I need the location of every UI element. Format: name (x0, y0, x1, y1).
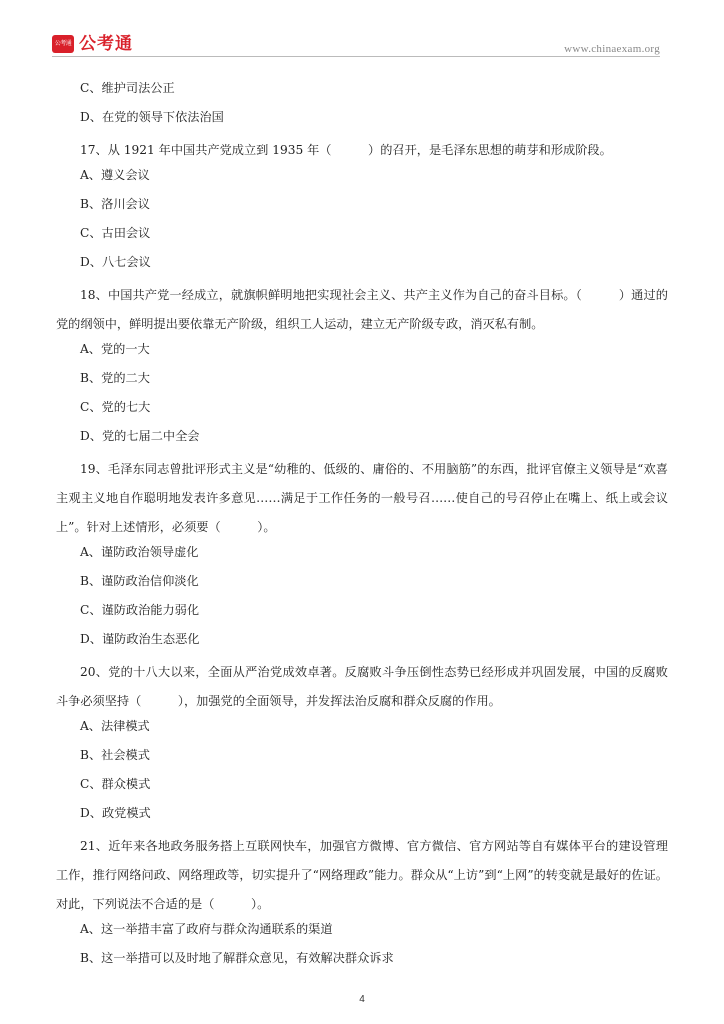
option-c-q19: C、谨防政治能力弱化 (80, 603, 200, 617)
option-a-q17: A、遵义会议 (80, 168, 150, 182)
option-b-q18: B、党的二大 (80, 371, 150, 385)
question-20: 20、党的十八大以来，全面从严治党成效卓著。反腐败斗争压倒性态势已经形成并巩固发展，中国的反腐败斗争必须坚持（ ），加强党的全面领导，并发挥法治反腐和群众反腐的作用。 (56, 665, 668, 708)
option-b-q19: B、谨防政治信仰淡化 (80, 574, 199, 588)
option-c-q16: C、维护司法公正 (80, 81, 175, 95)
option-c-q20: C、群众模式 (80, 777, 151, 791)
question-17: 17、从 1921 年中国共产党成立到 1935 年（ ）的召开，是毛泽东思想的萌芽和形成阶段。 (80, 143, 612, 157)
option-a-q18: A、党的一大 (80, 342, 150, 356)
option-b-q17: B、洛川会议 (80, 197, 150, 211)
document-body (56, 78, 668, 977)
logo-text: 公考通 (79, 34, 133, 54)
option-c-q18: C、党的七大 (80, 400, 151, 414)
option-d-q17: D、八七会议 (80, 255, 151, 269)
question-19: 19、毛泽东同志曾批评形式主义是“幼稚的、低级的、庸俗的、不用脑筋”的东西，批评官僚主义领导是“欢喜主观主义地自作聪明地发表许多意见……满足于工作任务的一般号召……使自己的号召停止在嘴上、纸上或会议上”。针对上述情形，必须要（ ）。 (56, 462, 668, 534)
question-21: 21、近年来各地政务服务搭上互联网快车，加强官方微博、官方微信、官方网站等自有媒体平台的建设管理工作，推行网络问政、网络理政等，切实提升了“网络理政”能力。群众从“上访”到“上网”的转变就是最好的佐证。对此，下列说法不合适的是（ ）。 (56, 839, 668, 911)
option-a-q20: A、法律模式 (80, 719, 150, 733)
option-d-q16: D、在党的领导下依法治国 (80, 110, 224, 124)
site-url: www.chinaexam.org (564, 43, 660, 55)
option-b-q20: B、社会模式 (80, 748, 150, 762)
brand-logo (52, 34, 133, 54)
option-a-q21: A、这一举措丰富了政府与群众沟通联系的渠道 (80, 922, 333, 936)
option-a-q19: A、谨防政治领导虚化 (80, 545, 199, 559)
option-d-q19: D、谨防政治生态恶化 (80, 632, 200, 646)
logo-badge: 公考通 (52, 35, 74, 53)
option-d-q18: D、党的七届二中全会 (80, 429, 200, 443)
page-header (52, 34, 672, 58)
option-d-q20: D、政党模式 (80, 806, 151, 820)
option-b-q21: B、这一举措可以及时地了解群众意见，有效解决群众诉求 (80, 951, 394, 965)
header-divider (52, 56, 660, 57)
question-18: 18、中国共产党一经成立，就旗帜鲜明地把实现社会主义、共产主义作为自己的奋斗目标。（ ）通过的党的纲领中，鲜明提出要依靠无产阶级，组织工人运动，建立无产阶级专政，消灭私有制。 (56, 288, 668, 331)
option-c-q17: C、古田会议 (80, 226, 151, 240)
page-number: 4 (359, 994, 365, 1005)
